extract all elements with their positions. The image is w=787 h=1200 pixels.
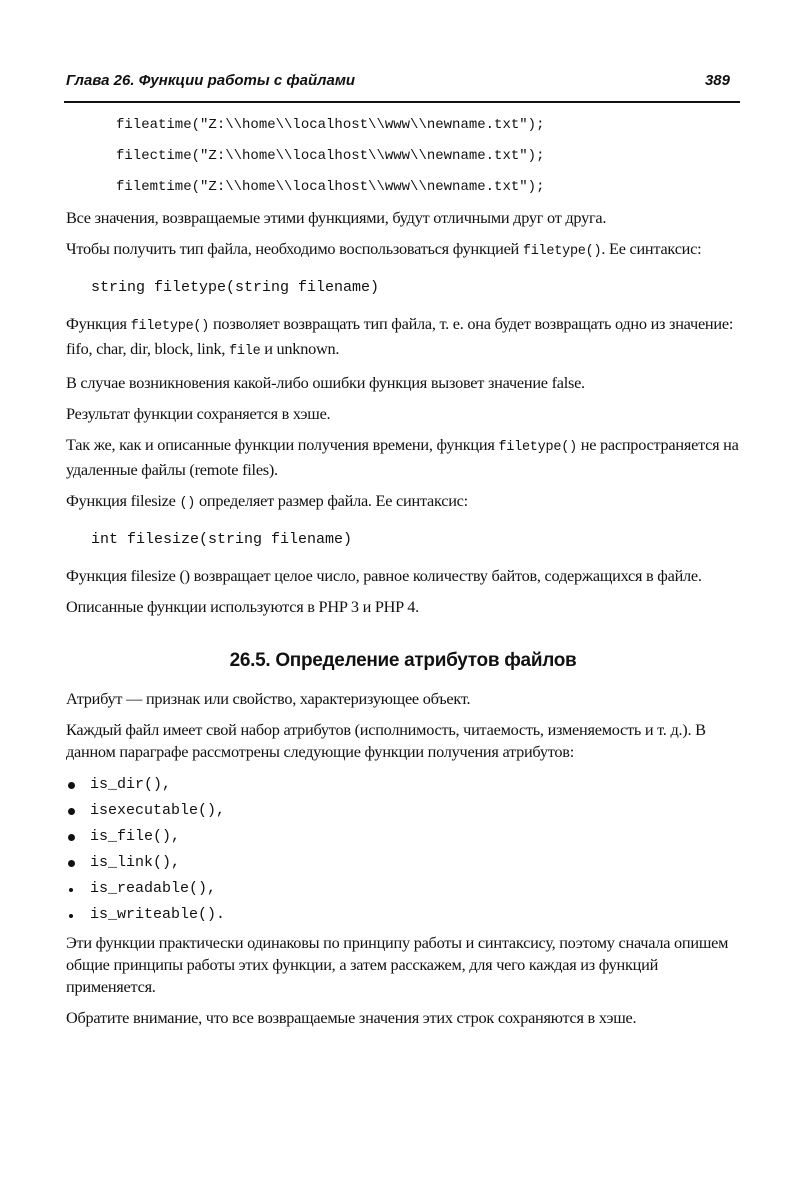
code-line: filectime("Z:\\home\\localhost\\www\\newname.txt"); [116, 148, 545, 164]
list-item: is_link(), [66, 850, 740, 876]
paragraph: Функция filesize () возвращает целое число, равное количеству байтов, содержащихся в файле. [66, 566, 702, 585]
running-header [66, 72, 740, 96]
paragraph: Эти функции практически одинаковы по принципу работы и синтаксису, поэтому сначала опишем общие принципы работы этих функции, а затем расскажем, для чего каждая из функций применяется. [66, 933, 729, 996]
bullet-icon [68, 860, 75, 867]
paragraph: Каждый файл имеет свой набор атрибутов (исполнимость, читаемость, изменяемость и т. д.). В данном параграфе рассмотрены следующие функции получения атрибутов: [66, 720, 706, 761]
bullet-icon [69, 888, 73, 892]
list-item: is_file(), [66, 824, 740, 850]
page-body [66, 114, 740, 1029]
paragraph: Описанные функции используются в PHP 3 и PHP 4. [66, 597, 419, 616]
inline-code: filetype() [130, 319, 210, 334]
paragraph: Атрибут — признак или свойство, характеризующее объект. [66, 689, 471, 708]
bullet-icon [68, 834, 75, 841]
paragraph: В случае возникновения какой-либо ошибки функция вызовет значение false. [66, 373, 585, 392]
code-line: filemtime("Z:\\home\\localhost\\www\\newname.txt"); [116, 179, 545, 195]
paragraph: Результат функции сохраняется в хэше. [66, 404, 331, 423]
inline-code: file [229, 344, 261, 359]
code-block-time-functions [66, 114, 740, 198]
syntax-filesize: int filesize(string filename) [91, 531, 353, 548]
inline-code: () [179, 496, 196, 511]
chapter-title: Глава 26. Функции работы с файлами [66, 72, 356, 89]
bullet-icon [69, 914, 73, 918]
paragraph: Все значения, возвращаемые этими функциями, будут отличными друг от друга. [66, 208, 607, 227]
list-item: is_readable(), [66, 876, 740, 902]
bullet-icon [68, 808, 75, 815]
section-heading: 26.5. Определение атрибутов файлов [229, 650, 577, 671]
list-item: isexecutable(), [66, 798, 740, 824]
bullet-icon [68, 782, 75, 789]
inline-code: filetype() [498, 440, 577, 455]
inline-code: filetype() [522, 244, 602, 259]
list-item: is_dir(), [66, 772, 740, 798]
list-item: is_writeable(). [66, 902, 740, 928]
paragraph: Так же, как и описанные функции получения времени, функция filetype() не распространяется на удаленные файлы (remote files). [66, 435, 739, 479]
header-rule [64, 101, 740, 103]
function-list [66, 772, 740, 928]
page-number: 389 [704, 72, 730, 89]
paragraph: Обратите внимание, что все возвращаемые значения этих строк сохраняются в хэше. [66, 1008, 637, 1027]
code-line: fileatime("Z:\\home\\localhost\\www\\newname.txt"); [116, 117, 545, 133]
paragraph: Чтобы получить тип файла, необходимо воспользоваться функцией filetype(). Ее синтаксис: [66, 239, 702, 259]
paragraph: Функция filesize () определяет размер файла. Ее синтаксис: [66, 491, 468, 511]
paragraph: Функция filetype() позволяет возвращать тип файла, т. е. она будет возвращать одно из значение: fifo, char, dir, block, link, file и unknown. [66, 314, 734, 359]
syntax-filetype: string filetype(string filename) [91, 279, 380, 296]
